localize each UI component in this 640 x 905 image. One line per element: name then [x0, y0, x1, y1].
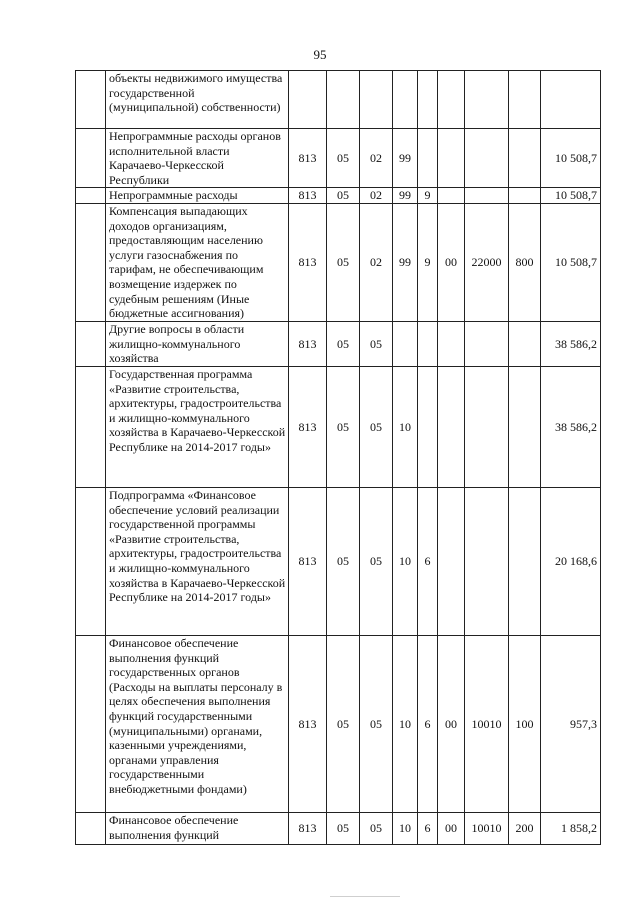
row-number-cell [76, 188, 106, 204]
amount-cell: 10 508,7 [541, 203, 601, 321]
subprogram-code-cell [418, 321, 438, 366]
section-cell: 05 [327, 188, 360, 204]
event-code-cell: 00 [438, 203, 465, 321]
section-cell: 05 [327, 366, 360, 487]
description-cell: Непрограммные расходы органов исполнительной власти Карачаево-Черкесской Республики [106, 129, 289, 188]
subsection-cell [360, 71, 393, 129]
event-code-cell [438, 129, 465, 188]
subsection-cell: 02 [360, 203, 393, 321]
table-row [76, 812, 601, 844]
description-cell: Государственная программа «Развитие строительства, архитектуры, градостроительства и жилищно-коммунального хозяйства в Карачаево-Черкесской Республике на 2014-2017 годы» [106, 366, 289, 487]
row-number-cell [76, 635, 106, 812]
expense-type-cell: 100 [509, 635, 541, 812]
expense-type-cell [509, 321, 541, 366]
grbs-cell: 813 [289, 635, 327, 812]
row-number-cell [76, 812, 106, 844]
table-row [76, 203, 601, 321]
amount-cell [541, 71, 601, 129]
subprogram-code-cell: 9 [418, 188, 438, 204]
expense-type-cell [509, 487, 541, 635]
grbs-cell: 813 [289, 366, 327, 487]
row-number-cell [76, 129, 106, 188]
table-row [76, 487, 601, 635]
direction-code-cell [465, 366, 509, 487]
event-code-cell [438, 188, 465, 204]
row-number-cell [76, 203, 106, 321]
direction-code-cell [465, 487, 509, 635]
amount-cell: 38 586,2 [541, 366, 601, 487]
program-code-cell: 10 [393, 812, 418, 844]
amount-cell: 38 586,2 [541, 321, 601, 366]
event-code-cell [438, 487, 465, 635]
table-row [76, 129, 601, 188]
row-number-cell [76, 366, 106, 487]
table-row [76, 188, 601, 204]
direction-code-cell [465, 188, 509, 204]
direction-code-cell [465, 321, 509, 366]
description-cell: Компенсация выпадающих доходов организациям, предоставляющим населению услуги газоснабжения по тарифам, не обеспечивающим возмещение издержек по судебным решениям (Иные бюджетные ассигнования) [106, 203, 289, 321]
row-number-cell [76, 487, 106, 635]
expense-type-cell: 200 [509, 812, 541, 844]
row-number-cell [76, 71, 106, 129]
amount-cell: 957,3 [541, 635, 601, 812]
section-cell: 05 [327, 487, 360, 635]
section-cell: 05 [327, 635, 360, 812]
event-code-cell [438, 366, 465, 487]
program-code-cell: 99 [393, 203, 418, 321]
program-code-cell: 10 [393, 635, 418, 812]
direction-code-cell [465, 129, 509, 188]
subsection-cell: 05 [360, 812, 393, 844]
program-code-cell: 99 [393, 188, 418, 204]
description-cell: Финансовое обеспечение выполнения функций государственных органов (Расходы на выплаты персоналу в целях обеспечения выполнения функций государственными (муниципальными) органами, казенными учреждениями, органами управления государственными внебюджетными фондами) [106, 635, 289, 812]
program-code-cell: 10 [393, 366, 418, 487]
expense-type-cell [509, 129, 541, 188]
page-number: 95 [313, 47, 327, 62]
event-code-cell: 00 [438, 812, 465, 844]
expense-type-cell [509, 366, 541, 487]
grbs-cell: 813 [289, 129, 327, 188]
expense-type-cell [509, 71, 541, 129]
subprogram-code-cell: 6 [418, 635, 438, 812]
subsection-cell: 02 [360, 129, 393, 188]
subsection-cell: 02 [360, 188, 393, 204]
direction-code-cell: 10010 [465, 635, 509, 812]
expense-type-cell [509, 188, 541, 204]
amount-cell: 20 168,6 [541, 487, 601, 635]
grbs-cell: 813 [289, 203, 327, 321]
grbs-cell: 813 [289, 188, 327, 204]
budget-table [75, 70, 601, 845]
subsection-cell: 05 [360, 366, 393, 487]
direction-code-cell: 22000 [465, 203, 509, 321]
amount-cell: 10 508,7 [541, 129, 601, 188]
event-code-cell [438, 71, 465, 129]
row-number-cell [76, 321, 106, 366]
direction-code-cell [465, 71, 509, 129]
description-cell: Другие вопросы в области жилищно-коммунального хозяйства [106, 321, 289, 366]
expense-type-cell: 800 [509, 203, 541, 321]
direction-code-cell: 10010 [465, 812, 509, 844]
subsection-cell: 05 [360, 487, 393, 635]
description-cell: объекты недвижимого имущества государственной (муниципальной) собственности) [106, 71, 289, 129]
program-code-cell [393, 71, 418, 129]
grbs-cell: 813 [289, 321, 327, 366]
table-row [76, 366, 601, 487]
subsection-cell: 05 [360, 635, 393, 812]
description-cell: Непрограммные расходы [106, 188, 289, 204]
grbs-cell [289, 71, 327, 129]
table-row [76, 635, 601, 812]
section-cell: 05 [327, 812, 360, 844]
section-cell: 05 [327, 129, 360, 188]
grbs-cell: 813 [289, 487, 327, 635]
subprogram-code-cell [418, 366, 438, 487]
subprogram-code-cell: 6 [418, 487, 438, 635]
section-cell: 05 [327, 203, 360, 321]
table-row [76, 321, 601, 366]
subprogram-code-cell: 6 [418, 812, 438, 844]
table-row [76, 71, 601, 129]
amount-cell: 1 858,2 [541, 812, 601, 844]
description-cell: Подпрограмма «Финансовое обеспечение условий реализации государственной программы «Развитие строительства, архитектуры, градостроительства и жилищно-коммунального хозяйства в Карачаево-Черкесской Республике на 2014-2017 годы» [106, 487, 289, 635]
subsection-cell: 05 [360, 321, 393, 366]
program-code-cell: 10 [393, 487, 418, 635]
scan-artifact-line [330, 896, 400, 897]
section-cell [327, 71, 360, 129]
description-cell: Финансовое обеспечение выполнения функций [106, 812, 289, 844]
program-code-cell: 99 [393, 129, 418, 188]
section-cell: 05 [327, 321, 360, 366]
subprogram-code-cell [418, 129, 438, 188]
event-code-cell: 00 [438, 635, 465, 812]
program-code-cell [393, 321, 418, 366]
amount-cell: 10 508,7 [541, 188, 601, 204]
subprogram-code-cell [418, 71, 438, 129]
subprogram-code-cell: 9 [418, 203, 438, 321]
table-body [76, 71, 601, 845]
event-code-cell [438, 321, 465, 366]
grbs-cell: 813 [289, 812, 327, 844]
